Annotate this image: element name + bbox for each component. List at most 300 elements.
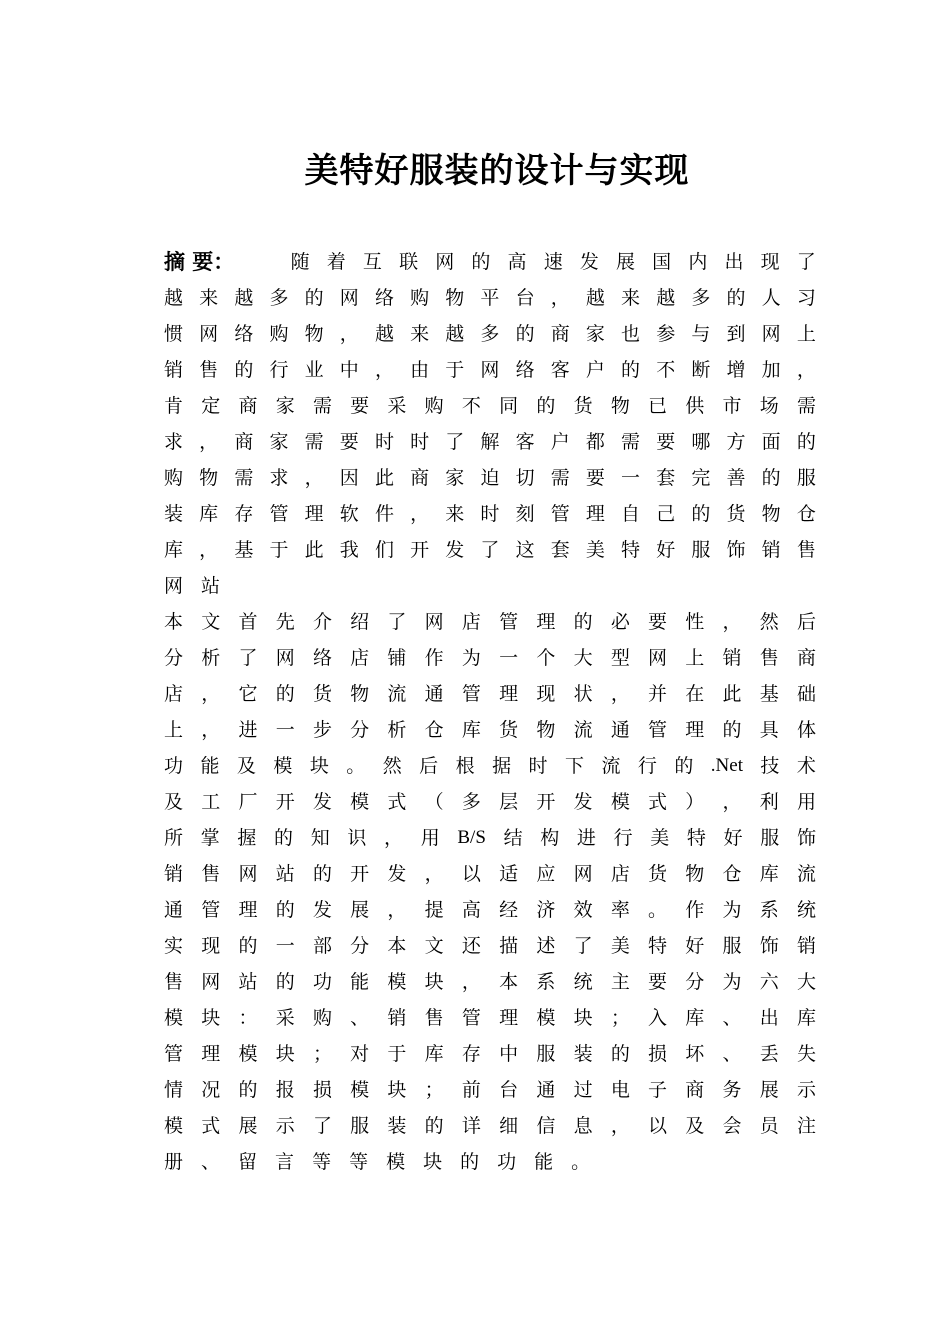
text-glyph: 商 <box>685 1079 705 1101</box>
text-glyph: 础 <box>796 683 816 705</box>
text-glyph: 套 <box>656 467 676 489</box>
text-glyph: 能 <box>350 971 370 993</box>
text-glyph: ， <box>387 899 407 921</box>
text-glyph: 的 <box>275 971 295 993</box>
text-glyph: 售 <box>759 647 779 669</box>
text-glyph: 时 <box>374 431 394 453</box>
text-glyph: 售 <box>424 1007 444 1029</box>
text-glyph: 为 <box>722 899 742 921</box>
text-glyph: 信 <box>536 1115 556 1137</box>
text-glyph: .Net <box>710 755 743 776</box>
text-line <box>164 748 816 784</box>
text-glyph: 库 <box>685 1007 705 1029</box>
text-glyph: 的 <box>691 503 711 525</box>
text-glyph: 块 <box>201 1007 221 1029</box>
text-glyph: 分 <box>350 719 370 741</box>
text-glyph: 发 <box>579 251 599 273</box>
text-glyph: 销 <box>722 647 742 669</box>
text-line <box>164 1072 816 1108</box>
text-glyph: 现 <box>536 683 556 705</box>
text-glyph: 述 <box>536 935 556 957</box>
text-glyph: 于 <box>269 539 289 561</box>
text-glyph: 站 <box>275 863 295 885</box>
text-glyph: 必 <box>610 611 630 633</box>
text-glyph: 市 <box>722 395 742 417</box>
text-glyph: 客 <box>515 431 535 453</box>
text-line <box>164 676 816 712</box>
text-glyph: 以 <box>461 863 481 885</box>
text-glyph: 息 <box>573 1115 593 1137</box>
text-glyph: 于 <box>387 1043 407 1065</box>
text-glyph: 技 <box>760 755 780 777</box>
text-line <box>164 1000 816 1036</box>
text-glyph: 商 <box>238 395 258 417</box>
text-glyph: 购 <box>164 467 184 489</box>
text-glyph: 销 <box>164 359 184 381</box>
text-glyph: 能 <box>200 755 220 777</box>
text-glyph: 存 <box>461 1043 481 1065</box>
text-glyph: 模 <box>350 791 370 813</box>
text-glyph: 网 <box>339 287 359 309</box>
text-glyph: 管 <box>461 683 481 705</box>
text-glyph: 会 <box>722 1115 742 1137</box>
text-glyph: 中 <box>339 359 359 381</box>
text-glyph: 美 <box>610 935 630 957</box>
text-glyph: 、 <box>350 1007 370 1029</box>
text-glyph: 好 <box>723 827 743 849</box>
text-glyph: 要 <box>656 431 676 453</box>
text-glyph: 通 <box>424 683 444 705</box>
text-glyph: 通 <box>610 719 630 741</box>
text-glyph: 注 <box>796 1115 816 1137</box>
text-glyph: 通 <box>164 899 184 921</box>
text-glyph: 块 <box>387 1079 407 1101</box>
text-glyph: 子 <box>648 1079 668 1101</box>
text-glyph: 描 <box>499 935 519 957</box>
text-glyph: 基 <box>759 683 779 705</box>
text-glyph: 库 <box>461 719 481 741</box>
text-line <box>164 1144 816 1180</box>
text-glyph: 切 <box>515 467 535 489</box>
text-glyph: 了 <box>480 539 500 561</box>
text-glyph: 需 <box>550 467 570 489</box>
text-glyph: 己 <box>656 503 676 525</box>
text-glyph: 损 <box>648 1043 668 1065</box>
text-glyph: 还 <box>461 935 481 957</box>
text-glyph: 块 <box>275 1043 295 1065</box>
text-glyph: 结 <box>503 827 523 849</box>
text-glyph: 管 <box>461 1007 481 1029</box>
text-glyph: 坏 <box>685 1043 705 1065</box>
text-glyph: 户 <box>550 431 570 453</box>
text-glyph: 因 <box>339 467 359 489</box>
text-glyph: 特 <box>686 827 706 849</box>
text-glyph: 到 <box>726 323 746 345</box>
text-glyph: 售 <box>201 863 221 885</box>
text-glyph: 购 <box>312 1007 332 1029</box>
text-glyph: 块 <box>423 1151 443 1173</box>
text-glyph: 不 <box>656 359 676 381</box>
text-glyph: 库 <box>796 1007 816 1029</box>
text-glyph: 习 <box>796 287 816 309</box>
text-glyph: 着 <box>326 251 346 273</box>
text-glyph: 以 <box>648 1115 668 1137</box>
text-glyph: 的 <box>761 467 781 489</box>
text-glyph: 系 <box>759 899 779 921</box>
text-glyph: 络 <box>312 647 332 669</box>
text-glyph: 内 <box>688 251 708 273</box>
text-glyph: 多 <box>480 323 500 345</box>
text-glyph: 块 <box>309 755 329 777</box>
text-glyph: 式 <box>387 791 407 813</box>
text-glyph: 业 <box>304 359 324 381</box>
text-line <box>164 856 816 892</box>
text-glyph: 行 <box>637 755 657 777</box>
text-glyph: 示 <box>796 1079 816 1101</box>
text-glyph: ； <box>610 1007 630 1029</box>
text-glyph: 来 <box>621 287 641 309</box>
text-glyph: 开 <box>410 539 430 561</box>
text-glyph: 越 <box>656 287 676 309</box>
text-glyph: 高 <box>461 899 481 921</box>
text-glyph: 越 <box>374 323 394 345</box>
text-glyph: 网 <box>201 971 221 993</box>
text-glyph: 的 <box>726 287 746 309</box>
text-glyph: 展 <box>616 251 636 273</box>
text-glyph: ， <box>201 683 221 705</box>
text-glyph: 此 <box>374 467 394 489</box>
text-glyph: 国 <box>652 251 672 273</box>
text-glyph: 统 <box>573 971 593 993</box>
text-glyph: 行 <box>613 827 633 849</box>
text-glyph: 美 <box>585 539 605 561</box>
text-glyph: ， <box>374 359 394 381</box>
text-glyph: 本 <box>387 935 407 957</box>
text-glyph: 一 <box>499 647 519 669</box>
text-glyph: 络 <box>374 287 394 309</box>
text-glyph: 场 <box>759 395 779 417</box>
text-glyph: 性 <box>685 611 705 633</box>
text-glyph: 库 <box>424 1043 444 1065</box>
text-line <box>164 892 816 928</box>
text-glyph: 文 <box>424 935 444 957</box>
text-glyph: 高 <box>507 251 527 273</box>
text-glyph: 先 <box>275 611 295 633</box>
text-glyph: 我 <box>339 539 359 561</box>
text-glyph: 提 <box>424 899 444 921</box>
text-line <box>164 964 816 1000</box>
text-glyph: 络 <box>234 323 254 345</box>
text-glyph: 服 <box>796 467 816 489</box>
text-glyph: 特 <box>621 539 641 561</box>
text-glyph: 据 <box>492 755 512 777</box>
text-glyph: 况 <box>201 1079 221 1101</box>
text-line <box>164 820 816 856</box>
text-glyph: 家 <box>445 467 465 489</box>
text-glyph: 理 <box>685 719 705 741</box>
text-glyph: 时 <box>410 431 430 453</box>
text-glyph: 加 <box>761 359 781 381</box>
text-line <box>164 352 816 388</box>
text-glyph: 主 <box>610 971 630 993</box>
text-glyph: 并 <box>648 683 668 705</box>
text-glyph: 服 <box>536 1043 556 1065</box>
text-glyph: 模 <box>273 755 293 777</box>
text-glyph: 网 <box>424 611 444 633</box>
text-glyph: 了 <box>238 647 258 669</box>
text-glyph: 惯 <box>164 323 184 345</box>
text-glyph: 利 <box>759 791 779 813</box>
text-glyph: 方 <box>726 431 746 453</box>
text-glyph: 基 <box>234 539 254 561</box>
text-line <box>164 496 816 532</box>
text-glyph: 仓 <box>796 503 816 525</box>
abstract-label: 摘 要： <box>164 249 235 274</box>
text-glyph: 时 <box>480 503 500 525</box>
text-glyph: 套 <box>550 539 570 561</box>
text-glyph: 文 <box>201 611 221 633</box>
text-glyph: 网 <box>199 323 219 345</box>
text-glyph: 采 <box>387 395 407 417</box>
text-line <box>164 532 816 568</box>
text-glyph: 握 <box>237 827 257 849</box>
text-glyph: 首 <box>238 611 258 633</box>
text-glyph: ， <box>550 287 570 309</box>
text-glyph: 理 <box>201 1043 221 1065</box>
text-glyph: 仓 <box>424 719 444 741</box>
text-glyph: 的 <box>275 899 295 921</box>
text-glyph: 的 <box>573 611 593 633</box>
text-glyph: 需 <box>796 395 816 417</box>
text-glyph: 要 <box>648 971 668 993</box>
text-glyph: 统 <box>796 899 816 921</box>
text-glyph: 理 <box>238 899 258 921</box>
text-glyph: 供 <box>685 395 705 417</box>
text-glyph: 物 <box>536 719 556 741</box>
text-glyph: 的 <box>275 683 295 705</box>
text-glyph: 解 <box>480 431 500 453</box>
document-title: 美特好服装的设计与实现 <box>304 151 690 191</box>
text-glyph: 由 <box>410 359 430 381</box>
text-glyph: 参 <box>656 323 676 345</box>
text-glyph: 绍 <box>350 611 370 633</box>
text-glyph: 饰 <box>726 539 746 561</box>
text-glyph: 及 <box>236 755 256 777</box>
text-glyph: 也 <box>621 323 641 345</box>
text-glyph: 了 <box>312 1115 332 1137</box>
text-glyph: 发 <box>573 791 593 813</box>
text-glyph: 损 <box>312 1079 332 1101</box>
text-glyph: 现 <box>201 935 221 957</box>
text-glyph: 网 <box>573 863 593 885</box>
text-line <box>164 280 816 316</box>
text-glyph: 库 <box>164 539 184 561</box>
text-glyph: 后 <box>796 611 816 633</box>
text-glyph: 销 <box>164 863 184 885</box>
text-glyph: 网 <box>164 575 184 597</box>
text-glyph: 物 <box>610 395 630 417</box>
text-glyph: 商 <box>796 647 816 669</box>
text-glyph: 商 <box>234 431 254 453</box>
text-glyph: 站 <box>201 575 221 597</box>
text-glyph: 它 <box>238 683 258 705</box>
text-line <box>164 784 816 820</box>
text-glyph: 多 <box>461 791 481 813</box>
text-glyph: 不 <box>461 395 481 417</box>
text-glyph: 中 <box>499 1043 519 1065</box>
text-glyph: 网 <box>480 359 500 381</box>
text-glyph: 效 <box>573 899 593 921</box>
text-glyph: 报 <box>275 1079 295 1101</box>
text-glyph: 售 <box>796 539 816 561</box>
text-glyph: 客 <box>550 359 570 381</box>
text-glyph: 作 <box>685 899 705 921</box>
text-glyph: 员 <box>759 1115 779 1137</box>
text-glyph: 识 <box>347 827 367 849</box>
text-glyph: 根 <box>455 755 475 777</box>
text-glyph: 为 <box>461 647 481 669</box>
text-line <box>164 388 816 424</box>
text-glyph: 构 <box>540 827 560 849</box>
text-glyph: 用 <box>420 827 440 849</box>
text-glyph: 模 <box>164 1115 184 1137</box>
text-glyph: 店 <box>350 647 370 669</box>
text-glyph: ， <box>796 359 816 381</box>
text-glyph: ， <box>304 467 324 489</box>
text-glyph: 物 <box>445 287 465 309</box>
text-glyph: 越 <box>585 287 605 309</box>
text-glyph: ； <box>312 1043 332 1065</box>
text-glyph: 出 <box>724 251 744 273</box>
text-glyph: ， <box>722 611 742 633</box>
text-glyph: 网 <box>238 863 258 885</box>
text-glyph: 模 <box>387 971 407 993</box>
text-glyph: 的 <box>238 935 258 957</box>
text-glyph: 网 <box>435 251 455 273</box>
text-glyph: 哪 <box>691 431 711 453</box>
text-glyph: 应 <box>536 863 556 885</box>
text-glyph: 大 <box>796 971 816 993</box>
text-glyph: 网 <box>275 647 295 669</box>
text-glyph: 此 <box>722 683 742 705</box>
text-glyph: 店 <box>461 611 481 633</box>
text-glyph: ， <box>410 503 430 525</box>
text-glyph: 示 <box>275 1115 295 1137</box>
text-glyph: 的 <box>304 287 324 309</box>
text-glyph: 需 <box>312 395 332 417</box>
text-glyph: 。 <box>571 1151 591 1173</box>
text-glyph: 的 <box>238 1079 258 1101</box>
text-glyph: 联 <box>399 251 419 273</box>
text-glyph: 销 <box>761 539 781 561</box>
text-glyph: 的 <box>610 1043 630 1065</box>
text-glyph: 经 <box>499 899 519 921</box>
text-glyph: 要 <box>339 431 359 453</box>
text-glyph: 好 <box>656 539 676 561</box>
text-glyph: 模 <box>386 1151 406 1173</box>
text-line <box>164 928 816 964</box>
text-glyph: 的 <box>621 359 641 381</box>
text-glyph: 此 <box>304 539 324 561</box>
text-glyph: ， <box>722 791 742 813</box>
text-glyph: 要 <box>585 467 605 489</box>
text-glyph: 本 <box>499 971 519 993</box>
text-glyph: 了 <box>573 935 593 957</box>
text-glyph: 功 <box>497 1151 517 1173</box>
text-glyph: 装 <box>164 503 184 525</box>
text-glyph: 随 <box>290 251 310 273</box>
text-glyph: 与 <box>691 323 711 345</box>
text-glyph: 软 <box>339 503 359 525</box>
text-glyph: B/S <box>457 827 486 848</box>
text-glyph: 开 <box>350 863 370 885</box>
text-glyph: 理 <box>499 683 519 705</box>
text-glyph: 部 <box>312 935 332 957</box>
text-glyph: 装 <box>573 1043 593 1065</box>
text-glyph: 铺 <box>387 647 407 669</box>
text-glyph: 册 <box>164 1151 184 1173</box>
text-glyph: ， <box>610 683 630 705</box>
text-glyph: 速 <box>543 251 563 273</box>
text-glyph: 管 <box>164 1043 184 1065</box>
text-glyph: 进 <box>238 719 258 741</box>
text-glyph: 多 <box>269 287 289 309</box>
text-glyph: 知 <box>310 827 330 849</box>
text-glyph: 了 <box>796 251 816 273</box>
text-glyph: 式 <box>648 791 668 813</box>
text-glyph: 失 <box>796 1043 816 1065</box>
text-glyph: 越 <box>445 323 465 345</box>
text-glyph: 。 <box>346 755 366 777</box>
text-glyph: 丢 <box>759 1043 779 1065</box>
text-glyph: ， <box>201 719 221 741</box>
text-glyph: 户 <box>585 359 605 381</box>
text-glyph: 理 <box>536 611 556 633</box>
text-glyph: 服 <box>760 827 780 849</box>
text-glyph: 物 <box>199 467 219 489</box>
text-glyph: 网 <box>648 647 668 669</box>
text-glyph: 等 <box>312 1151 332 1173</box>
text-glyph: 购 <box>410 287 430 309</box>
text-glyph: 层 <box>499 791 519 813</box>
text-glyph: 销 <box>387 1007 407 1029</box>
text-glyph: 。 <box>648 899 668 921</box>
text-glyph: 面 <box>761 431 781 453</box>
text-glyph: 模 <box>610 791 630 813</box>
text-glyph: 分 <box>350 935 370 957</box>
text-glyph: 售 <box>164 971 184 993</box>
text-glyph: 及 <box>164 791 184 813</box>
text-glyph: 管 <box>201 899 221 921</box>
text-glyph: 商 <box>410 467 430 489</box>
text-glyph: 售 <box>199 359 219 381</box>
text-glyph: 进 <box>576 827 596 849</box>
text-glyph: 时 <box>528 755 548 777</box>
text-line <box>164 316 816 352</box>
text-glyph: 模 <box>350 1079 370 1101</box>
text-glyph: 管 <box>499 611 519 633</box>
text-glyph: 家 <box>585 323 605 345</box>
text-glyph: 展 <box>759 1079 779 1101</box>
text-glyph: 开 <box>536 791 556 813</box>
text-glyph: 模 <box>164 1007 184 1029</box>
text-glyph: 多 <box>691 287 711 309</box>
text-glyph: 展 <box>350 899 370 921</box>
text-glyph: 货 <box>573 395 593 417</box>
text-glyph: 体 <box>796 719 816 741</box>
text-glyph: 型 <box>610 647 630 669</box>
text-glyph: 率 <box>610 899 630 921</box>
